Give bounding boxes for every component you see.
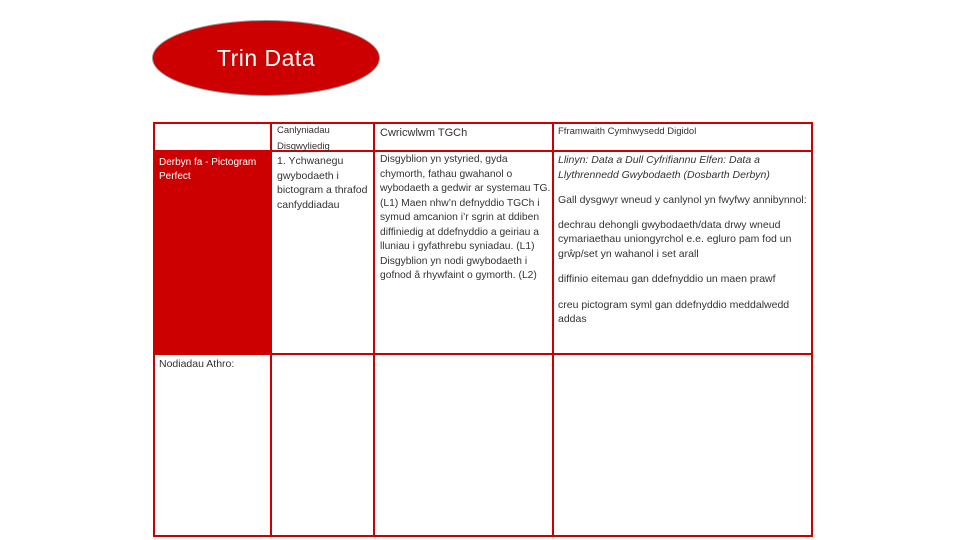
row-label: Derbyn fa - Pictogram Perfect (159, 157, 257, 182)
header-outcomes: Canlyniadau Disgwyliedig (277, 125, 330, 152)
outcome-text: 1. Ychwanegu gwybodaeth i bictogram a thrafod canfyddiadau (277, 155, 368, 211)
table-border (153, 150, 813, 152)
framework-text (558, 153, 808, 327)
framework-strand: Llinyn: Data a Dull Cyfrifiannu Elfen: Data a Llythrennedd Gwybodaeth (Dosbarth Derbyn) (558, 154, 770, 181)
table-border (153, 122, 155, 537)
table-border (811, 122, 813, 537)
header-framework: Fframwaith Cymhwysedd Digidol (558, 126, 697, 137)
table-border (552, 122, 554, 537)
framework-point: diffinio eitemau gan ddefnyddio un maen prawf (558, 273, 776, 285)
title-banner (152, 20, 380, 96)
table-border (373, 122, 375, 537)
table-border (153, 122, 813, 124)
table-border (153, 535, 813, 537)
framework-intro: Gall dysgwyr wneud y canlynol yn fwyfwy annibynnol: (558, 194, 807, 206)
page-title: Trin Data (216, 45, 316, 71)
table-border (153, 353, 813, 355)
notes-label: Nodiadau Athro: (159, 358, 235, 370)
curriculum-text: Disgyblion yn ystyried, gyda chymorth, fathau gwahanol o wybodaeth a gedwir ar systemau TG. (L1) Maen nhw’n defnyddio TGCh i symud amcanion i’r sgrin at ddiben diffiniedig at ddefnyddio a geiriau a lluniau i gyfathrebu syniadau. (L1) Disgyblion yn nodi gwybodaeth i gofnod â rhywfaint o gymorth. (L2) (380, 154, 551, 281)
framework-point: creu pictogram syml gan ddefnyddio meddalwedd addas (558, 298, 790, 325)
header-curriculum: Cwricwlwm TGCh (380, 127, 468, 139)
table-border (270, 122, 272, 537)
framework-point: dechrau dehongli gwybodaeth/data drwy wneud cymariaethau uniongyrchol e.e. egluro pam fod un grŵp/set yn wahanol i set arall (558, 218, 792, 260)
